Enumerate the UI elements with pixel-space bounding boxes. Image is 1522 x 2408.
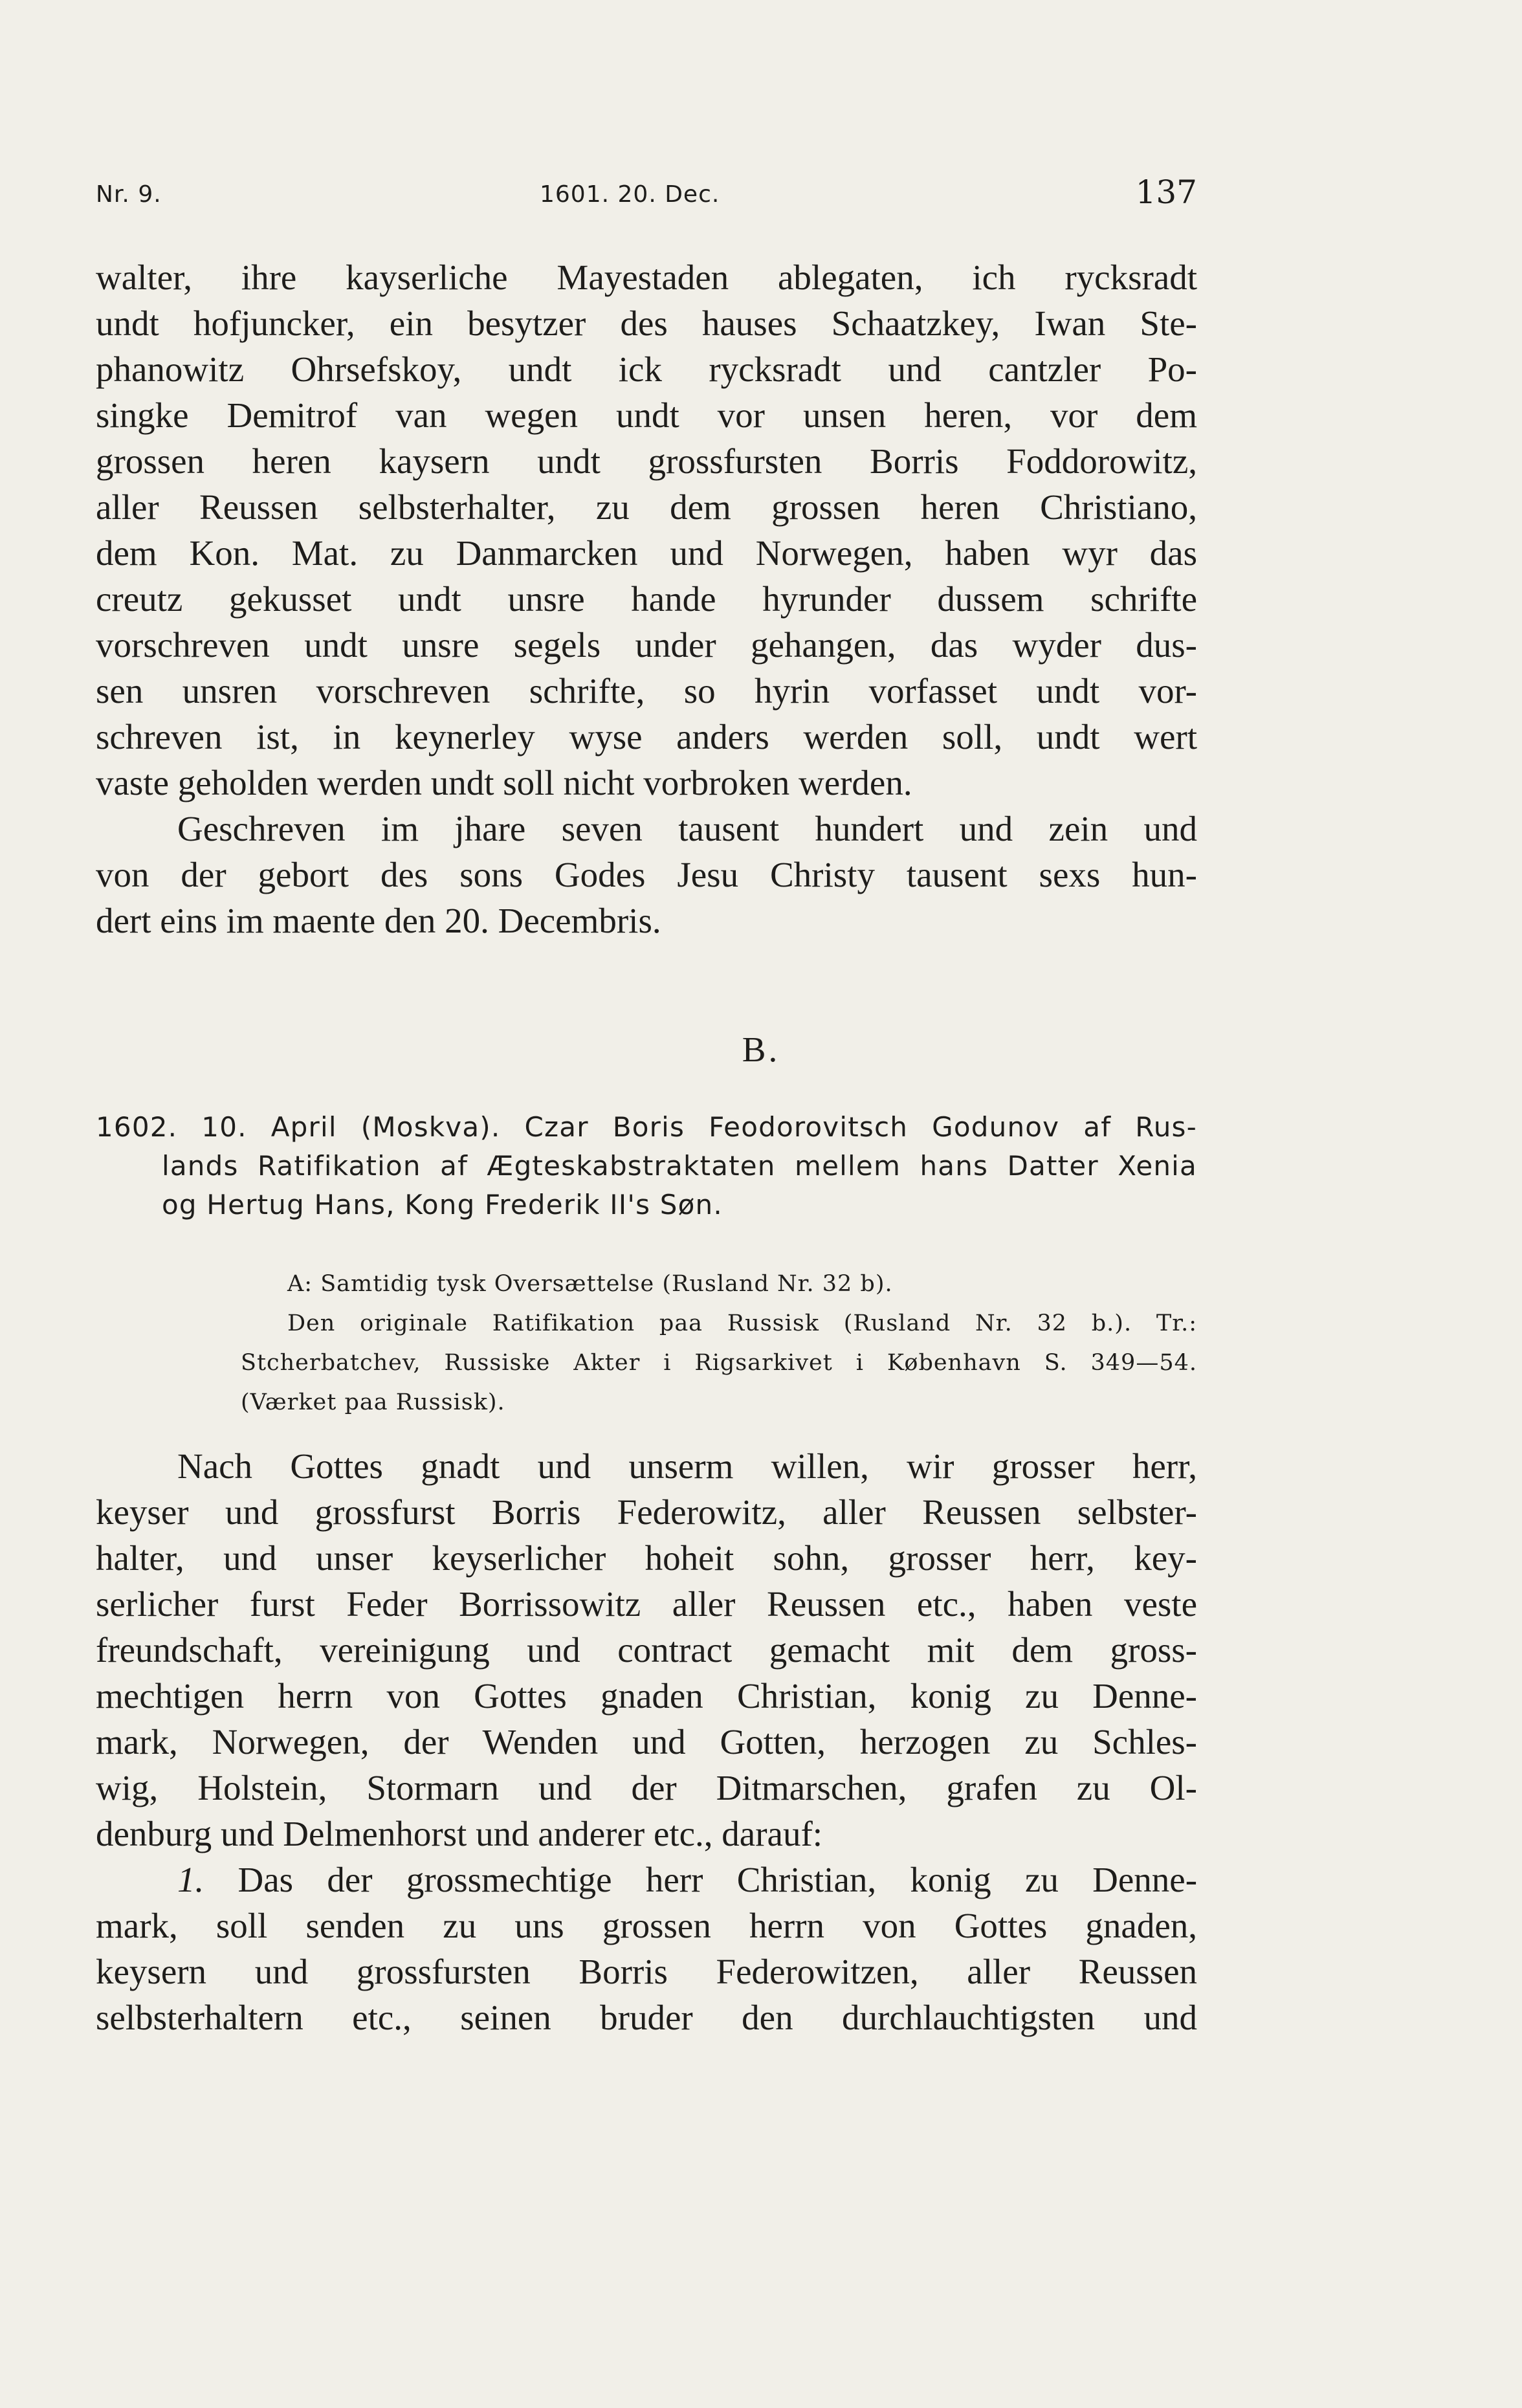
text-line: vaste geholden werden undt soll nicht vorbroken werden.: [96, 763, 912, 802]
heading-line: 1602. 10. April (Moskva). Czar Boris Feodorovitsch Godunov af Rus-: [96, 1111, 1197, 1143]
source-notes: [96, 1265, 1197, 1422]
article-text: Das der grossmechtige herr Christian, konig zu Denne-: [237, 1860, 1198, 1899]
text-line: von der gebort des sons Godes Jesu Christy tausent sexs hun-: [96, 855, 1197, 894]
paragraph-oath-conclusion: [96, 254, 1197, 806]
text-line: keysern und grossfursten Borris Federowitzen, aller Reussen: [96, 1952, 1197, 1991]
text-line: wig, Holstein, Stormarn und der Ditmarschen, grafen zu Ol-: [96, 1768, 1197, 1807]
document-entry-heading: [96, 1108, 1197, 1224]
text-line: serlicher furst Feder Borrissowitz aller Reussen etc., haben veste: [96, 1584, 1197, 1624]
section-heading: B.: [742, 1030, 780, 1069]
text-line: selbsterhaltern etc., seinen bruder den durchlauchtigsten und: [96, 1998, 1197, 2037]
text-line: singke Demitrof van wegen undt vor unsen heren, vor dem: [96, 395, 1197, 435]
text-line: freundschaft, vereinigung und contract gemacht mit dem gross-: [96, 1630, 1197, 1670]
text-line: grossen heren kaysern undt grossfursten Borris Foddorowitz,: [96, 441, 1197, 481]
document-date: 1601. 20. Dec.: [540, 181, 720, 208]
text-line: undt hofjuncker, ein besytzer des hauses Schaatzkey, Iwan Ste-: [96, 304, 1197, 343]
text-line: dert eins im maente den 20. Decembris.: [96, 901, 661, 940]
source-line: (Værket paa Russisk).: [241, 1389, 505, 1415]
text-line: halter, und unser keyserlicher hoheit sohn, grosser herr, key-: [96, 1538, 1197, 1578]
text-line: vorschreven undt unsre segels under gehangen, das wyder dus-: [96, 625, 1197, 665]
text-line: mark, Norwegen, der Wenden und Gotten, herzogen zu Schles-: [96, 1722, 1197, 1762]
text-line: dem Kon. Mat. zu Danmarcken und Norwegen, haben wyr das: [96, 533, 1197, 573]
heading-line: lands Ratifikation af Ægteskabstraktaten mellem hans Datter Xenia: [162, 1150, 1197, 1182]
text-line: Nach Gottes gnadt und unserm willen, wir grosser herr,: [177, 1446, 1197, 1486]
text-line: aller Reussen selbsterhalter, zu dem grossen heren Christiano,: [96, 487, 1197, 527]
text-line: walter, ihre kayserliche Mayestaden ablegaten, ich rycksradt: [96, 258, 1197, 297]
article-number: 1.: [177, 1860, 204, 1899]
document-number: Nr. 9.: [96, 181, 162, 208]
source-line: Den originale Ratifikation paa Russisk (Rusland Nr. 32 b.). Tr.:: [287, 1310, 1197, 1336]
paragraph-article-1: [96, 1857, 1197, 2040]
text-line: mechtigen herrn von Gottes gnaden Christian, konig zu Denne-: [96, 1676, 1197, 1716]
source-line: Stcherbatchev, Russiske Akter i Rigsarkivet i København S. 349—54.: [241, 1350, 1197, 1376]
text-line: keyser und grossfurst Borris Federowitz, aller Reussen selbster-: [96, 1492, 1197, 1532]
heading-line: og Hertug Hans, Kong Frederik II's Søn.: [162, 1189, 723, 1221]
text-line: schreven ist, in keynerley wyse anders werden soll, undt wert: [96, 717, 1197, 757]
paragraph-dating: [96, 806, 1197, 944]
running-header: [96, 173, 1197, 219]
text-line: phanowitz Ohrsefskoy, undt ick rycksradt und cantzler Po-: [96, 349, 1197, 389]
text-line: Geschreven im jhare seven tausent hundert und zein und: [177, 809, 1197, 848]
text-line: mark, soll senden zu uns grossen herrn von Gottes gnaden,: [96, 1906, 1197, 1945]
text-line: sen unsren vorschreven schrifte, so hyrin vorfasset undt vor-: [96, 671, 1197, 711]
text-line: creutz gekusset undt unsre hande hyrunder dussem schrifte: [96, 579, 1197, 619]
paragraph-treaty-preamble: [96, 1443, 1197, 1857]
text-line: denburg und Delmenhorst und anderer etc., darauf:: [96, 1814, 823, 1853]
source-line: A: Samtidig tysk Oversættelse (Rusland Nr. 32 b).: [287, 1271, 893, 1297]
page-number: 137: [1135, 173, 1197, 211]
text-line: [96, 1857, 1197, 1903]
